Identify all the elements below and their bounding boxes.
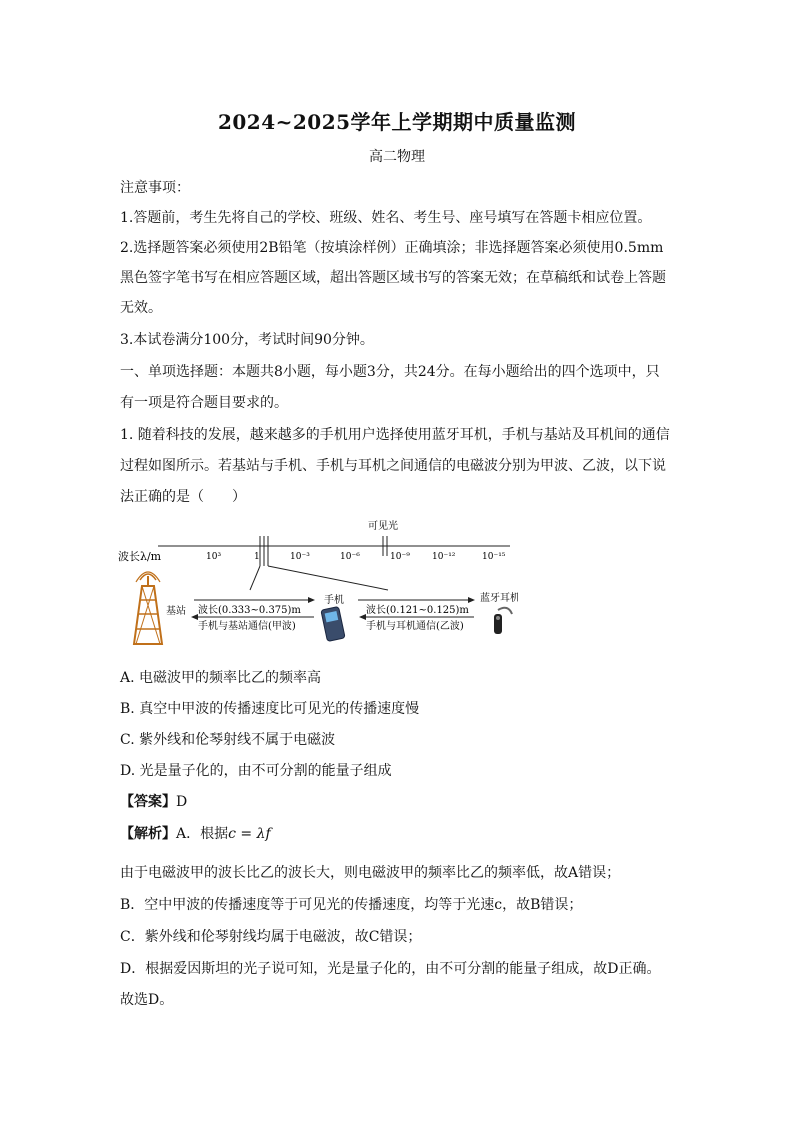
formula: c = λf xyxy=(228,826,271,842)
arrow-head xyxy=(308,597,315,603)
answer-value: D xyxy=(176,794,188,810)
wave-b-range: 波长(0.121~0.125)m xyxy=(366,605,469,616)
analysis-text: C．紫外线和伦琴射线均属于电磁波，故C错误； xyxy=(120,929,422,945)
exam-title: 2024~2025学年上学期期中质量监测 xyxy=(217,110,577,134)
analysis-text: D．根据爱因斯坦的光子说可知，光是量子化的，由不可分割的能量子组成，故D正确。 xyxy=(120,961,661,977)
tick-label: 10⁻⁹ xyxy=(390,552,410,562)
answer-label: 【答案】 xyxy=(120,794,176,810)
question-stem: 过程如图所示。若基站与手机、手机与耳机之间通信的电磁波分别为甲波、乙波，以下说 xyxy=(120,458,666,474)
wave-a-range: 波长(0.333~0.375)m xyxy=(198,605,301,616)
option-b: B. 真空中甲波的传播速度比可见光的传播速度慢 xyxy=(120,701,420,717)
section-heading-cont: 有一项是符合题目要求的。 xyxy=(120,395,288,411)
exam-subject: 高二物理 xyxy=(369,149,425,165)
earphone-label: 蓝牙耳机 xyxy=(480,593,518,604)
arrow-head xyxy=(468,597,475,603)
option-d: D. 光是量子化的，由不可分割的能量子组成 xyxy=(120,763,392,779)
diagram-svg xyxy=(118,514,518,654)
answer-line xyxy=(120,791,187,811)
section-heading: 一、单项选择题：本题共8小题，每小题3分，共24分。在每小题给出的四个选项中，只 xyxy=(120,364,660,380)
earphone-icon xyxy=(494,608,512,634)
axis-label: 波长λ/m xyxy=(118,550,162,563)
question-stem: 法正确的是（ ） xyxy=(120,489,246,505)
tower-icon xyxy=(134,572,162,644)
notes-item: 黑色签字笔书写在相应答题区域，超出答题区域书写的答案无效；在草稿纸和试卷上答题 xyxy=(120,270,666,286)
notes-item: 2.选择题答案必须使用2B铅笔（按填涂样例）正确填涂；非选择题答案必须使用0.5mm xyxy=(120,240,664,256)
tick-label: 1 xyxy=(254,552,260,562)
tick-label: 10³ xyxy=(206,552,222,562)
wave-a-desc: 手机与基站通信(甲波) xyxy=(198,621,296,632)
analysis-text: 由于电磁波甲的波长比乙的波长大，则电磁波甲的频率比乙的频率低，故A错误； xyxy=(120,865,621,881)
tick-label: 10⁻¹⁵ xyxy=(482,552,506,562)
tick-label: 10⁻¹² xyxy=(432,552,456,562)
tick-label: 10⁻⁶ xyxy=(340,552,360,562)
communication-diagram xyxy=(118,514,518,654)
analysis-lead: A．根据 xyxy=(176,826,229,842)
analysis-line xyxy=(120,823,271,843)
notes-item: 无效。 xyxy=(120,300,162,316)
notes-item: 3.本试卷满分100分，考试时间90分钟。 xyxy=(120,332,374,348)
tick-label: 10⁻³ xyxy=(290,552,310,562)
analysis-text: 故选D。 xyxy=(120,992,174,1008)
leader-line xyxy=(250,566,260,590)
option-a: A. 电磁波甲的频率比乙的频率高 xyxy=(120,670,322,686)
analysis-label: 【解析】 xyxy=(120,826,176,842)
option-c: C. 紫外线和伦琴射线不属于电磁波 xyxy=(120,732,336,748)
arrow-head xyxy=(191,614,198,620)
visible-light-label: 可见光 xyxy=(368,521,398,532)
notes-heading: 注意事项： xyxy=(120,180,190,196)
phone-icon xyxy=(321,606,345,641)
leader-line xyxy=(268,566,388,590)
question-stem: 1. 随着科技的发展，越来越多的手机用户选择使用蓝牙耳机，手机与基站及耳机间的通信 xyxy=(120,427,670,443)
analysis-text: B．空中甲波的传播速度等于可见光的传播速度，均等于光速c，故B错误； xyxy=(120,897,583,913)
arrow-head xyxy=(359,614,366,620)
notes-item: 1.答题前，考生先将自己的学校、班级、姓名、考生号、座号填写在答题卡相应位置。 xyxy=(120,210,652,226)
phone-label: 手机 xyxy=(324,595,344,606)
wave-b-desc: 手机与耳机通信(乙波) xyxy=(366,621,464,632)
base-station-label: 基站 xyxy=(166,606,186,617)
